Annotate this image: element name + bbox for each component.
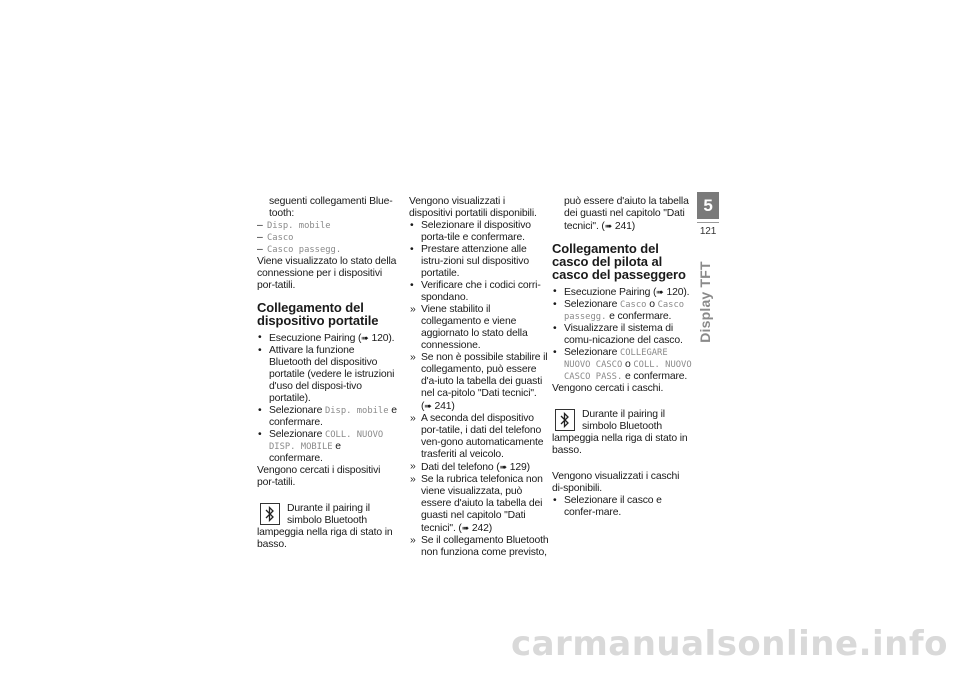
section-heading: Collegamento del dispositivo portatile bbox=[257, 300, 379, 328]
list-item: • Selezionare il casco e confer-mare. bbox=[552, 495, 692, 519]
page-ref-arrow-icon: ➠ bbox=[604, 221, 613, 231]
note-text: Durante il pairing il simbolo Bluetooth lampeggia nella riga di stato in basso. bbox=[257, 503, 393, 550]
page-number: 121 bbox=[697, 222, 719, 238]
results-list bbox=[409, 304, 549, 559]
continuation-text: può essere d'aiuto la tabella dei guasti nel capitolo "Dati tecnici". (➠ 241) bbox=[564, 196, 689, 232]
page-ref-arrow-icon: ➠ bbox=[656, 287, 664, 297]
list-item: • Esecuzione Pairing (➠ 120). bbox=[257, 332, 397, 345]
list-item: – Casco bbox=[257, 232, 397, 244]
list-item: • Verificare che i codici corri-spondano. bbox=[409, 280, 549, 304]
searching-text: Vengono cercati i caschi. bbox=[552, 383, 664, 394]
list-item: – Casco passegg. bbox=[257, 244, 397, 256]
list-item: • Attivare la funzione Bluetooth del dispositivo portatile (vedere le istruzioni d'uso del disposi-tivo portatile). bbox=[257, 345, 397, 405]
list-item: » Se non è possibile stabilire il collegamento, può essere d'a-iuto la tabella dei guasti nel ca-pitolo "Dati tecnici". (➠ 241) bbox=[409, 352, 549, 413]
list-item: » Se la rubrica telefonica non viene visualizzata, può essere d'aiuto la tabella dei guasti nel capitolo "Dati tecnici". (➠ 242) bbox=[409, 474, 549, 535]
list-item: • Selezionare Casco o Casco passegg. e confermare. bbox=[552, 299, 692, 323]
section-title: Display TFT bbox=[697, 261, 713, 343]
note-text: Durante il pairing il simbolo Bluetooth lampeggia nella riga di stato in basso. bbox=[552, 409, 688, 456]
note-block bbox=[257, 503, 397, 551]
connection-list bbox=[257, 220, 397, 256]
page-ref-arrow-icon: ➠ bbox=[424, 401, 432, 411]
list-item: • Selezionare Disp. mobile e confermare. bbox=[257, 405, 397, 429]
page-ref-arrow-icon: ➠ bbox=[461, 523, 470, 533]
list-item: » Dati del telefono (➠ 129) bbox=[409, 461, 549, 474]
list-item: » Se il collegamento Bluetooth non funziona come previsto, bbox=[409, 535, 549, 559]
page-ref-arrow-icon: ➠ bbox=[499, 462, 507, 472]
list-item: – Disp. mobile bbox=[257, 220, 397, 232]
intro-text: seguenti collegamenti Blue-tooth: bbox=[269, 196, 393, 219]
list-item: • Selezionare COLL. NUOVO DISP. MOBILE e confermare. bbox=[257, 429, 397, 465]
intro-text: Vengono visualizzati i dispositivi portatili disponibili. bbox=[409, 196, 537, 219]
status-text: Viene visualizzato lo stato della connessione per i dispositivi por-tatili. bbox=[257, 256, 397, 291]
note-block bbox=[552, 409, 692, 457]
searching-text: Vengono cercati i dispositivi por-tatili. bbox=[257, 465, 381, 488]
steps-list bbox=[552, 286, 692, 383]
page-ref-arrow-icon: ➠ bbox=[361, 333, 369, 343]
list-item: • Prestare attenzione alle istru-zioni sul dispositivo portatile. bbox=[409, 244, 549, 280]
steps-list bbox=[257, 332, 397, 465]
list-item: • Selezionare il dispositivo porta-tile e confermare. bbox=[409, 220, 549, 244]
list-item: • Visualizzare il sistema di comu-nicazione del casco. bbox=[552, 323, 692, 347]
available-text: Vengono visualizzati i caschi di-sponibili. bbox=[552, 471, 680, 494]
column-1 bbox=[257, 196, 397, 551]
chapter-number: 5 bbox=[697, 192, 719, 219]
column-2 bbox=[409, 196, 549, 559]
section-heading: Collegamento del casco del pilota al casco del passeggero bbox=[552, 241, 686, 282]
steps-list bbox=[409, 220, 549, 304]
steps-list bbox=[552, 495, 692, 519]
watermark: carmanualsonline.info bbox=[510, 624, 948, 664]
list-item: » A seconda del dispositivo por-tatile, i dati del telefono ven-gono automaticamente trasferiti al veicolo. bbox=[409, 413, 549, 461]
list-item: • Selezionare COLLEGARE NUOVO CASCO o COLL. NUOVO CASCO PASS. e confermare. bbox=[552, 347, 692, 383]
bluetooth-icon bbox=[260, 503, 280, 525]
list-item: » Viene stabilito il collegamento e viene aggiornato lo stato della connessione. bbox=[409, 304, 549, 352]
chapter-tab bbox=[697, 192, 719, 367]
list-item: • Esecuzione Pairing (➠ 120). bbox=[552, 286, 692, 299]
column-3 bbox=[552, 196, 692, 519]
bluetooth-icon bbox=[555, 409, 575, 431]
